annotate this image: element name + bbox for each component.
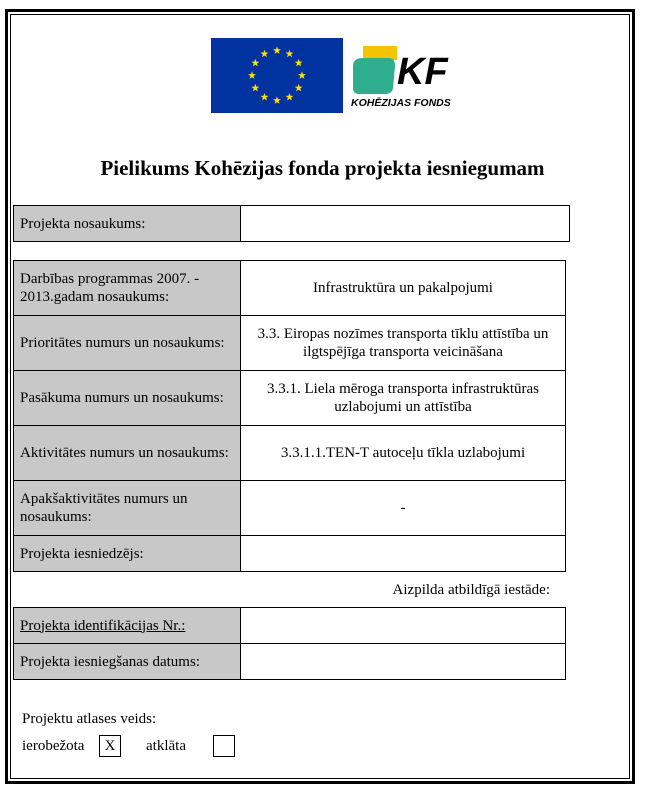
priority-value[interactable]: 3.3. Eiropas nozīmes transporta tīklu attīstība un ilgtspējīga transporta veicināšana (241, 316, 566, 371)
table-row (14, 608, 566, 644)
eu-star-icon (286, 50, 294, 58)
project-name-table (13, 205, 570, 242)
eu-star-icon (273, 96, 281, 104)
selection-type-title: Projektu atlases veids: (22, 711, 157, 727)
project-name-value[interactable] (241, 206, 570, 242)
project-id-label: Projekta identifikācijas Nr.: (14, 608, 241, 644)
submission-date-label: Projekta iesniegšanas datums: (14, 644, 241, 680)
table-row (14, 644, 566, 680)
project-name-row (14, 206, 570, 242)
eu-star-icon (261, 93, 269, 101)
kf-mark-text: KF (397, 51, 448, 93)
table-row (14, 316, 566, 371)
eu-star-icon (248, 71, 256, 79)
applicant-value[interactable] (241, 536, 566, 572)
program-label: Darbības programmas 2007. - 2013.gadam nosaukums: (14, 261, 241, 316)
eu-flag-logo (211, 38, 343, 113)
submission-date-value[interactable] (241, 644, 566, 680)
program-info-table (13, 260, 566, 572)
eu-star-icon (295, 59, 303, 67)
authority-table (13, 607, 566, 680)
option-restricted-checkbox[interactable]: X (99, 735, 121, 757)
eu-star-icon (295, 84, 303, 92)
eu-star-icon (273, 46, 281, 54)
table-row (14, 536, 566, 572)
page-title: Pielikums Kohēzijas fonda projekta iesniegumam (100, 156, 545, 180)
activity-label: Aktivitātes numurs un nosaukums: (14, 426, 241, 481)
measure-label: Pasākuma numurs un nosaukums: (14, 371, 241, 426)
table-row (14, 481, 566, 536)
project-id-value[interactable] (241, 608, 566, 644)
table-row (14, 426, 566, 481)
option-restricted-label: ierobežota (22, 738, 85, 754)
eu-stars (211, 38, 343, 113)
option-open-label: atklāta (146, 738, 186, 754)
measure-value[interactable]: 3.3.1. Liela mēroga transporta infrastruktūras uzlabojumi un attīstība (241, 371, 566, 426)
kohezijas-fonds-logo (349, 38, 479, 113)
project-name-label: Projekta nosaukums: (14, 206, 241, 242)
subactivity-value[interactable]: - (241, 481, 566, 536)
option-open-checkbox[interactable] (213, 735, 235, 757)
kf-caption-text: KOHĒZIJAS FONDS (351, 97, 451, 109)
eu-star-icon (261, 50, 269, 58)
subactivity-label: Apakšaktivitātes numurs un nosaukums: (14, 481, 241, 536)
eu-star-icon (251, 59, 259, 67)
table-row (14, 261, 566, 316)
program-value[interactable]: Infrastruktūra un pakalpojumi (241, 261, 566, 316)
eu-star-icon (286, 93, 294, 101)
eu-star-icon (298, 71, 306, 79)
applicant-label: Projekta iesniedzējs: (14, 536, 241, 572)
kf-green-shape (353, 58, 395, 94)
table-row (14, 371, 566, 426)
eu-star-icon (251, 84, 259, 92)
authority-note: Aizpilda atbildīgā iestāde: (392, 582, 550, 598)
priority-label: Prioritātes numurs un nosaukums: (14, 316, 241, 371)
activity-value[interactable]: 3.3.1.1.TEN-T autoceļu tīkla uzlabojumi (241, 426, 566, 481)
